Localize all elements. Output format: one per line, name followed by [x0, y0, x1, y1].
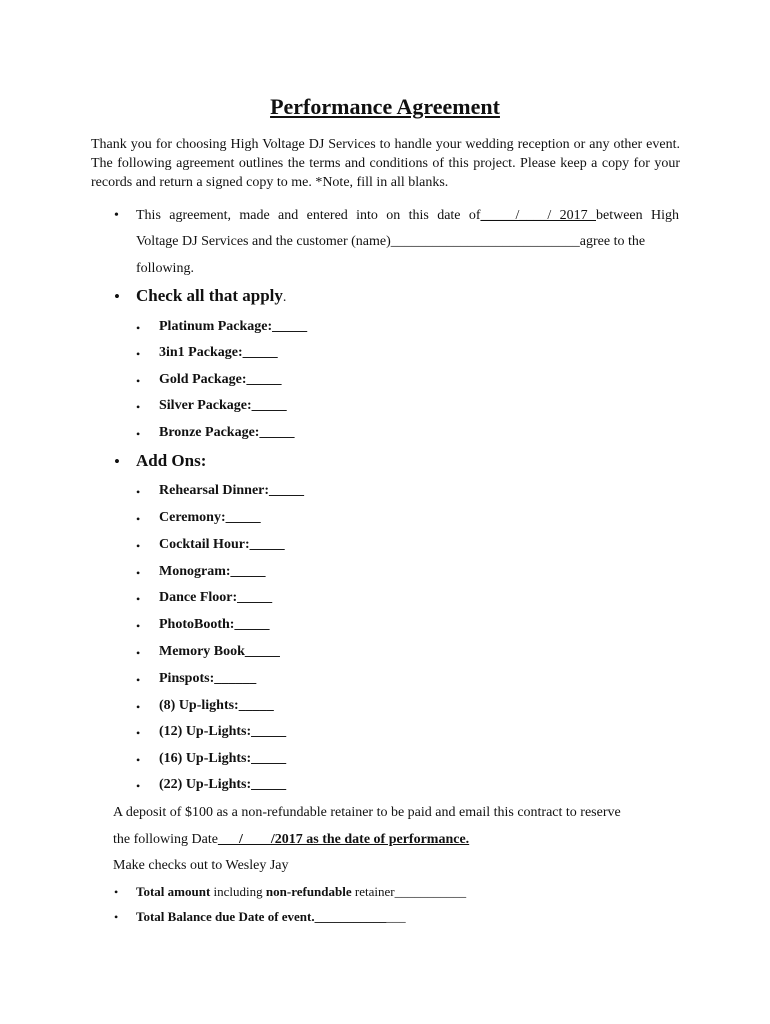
deposit-line-2 — [113, 830, 469, 850]
total-amount-mid-1: including — [210, 884, 266, 899]
agreement-line-2[interactable]: Voltage DJ Services and the customer (name)___________________________agree to the — [136, 234, 646, 249]
bullet-icon: • — [136, 726, 141, 740]
agreement-line-1-text: This agreement, made and entered into on this date of — [136, 208, 481, 223]
bullet-icon: • — [114, 208, 119, 223]
total-balance-text: Total Balance due Date of event.___________ — [136, 909, 387, 924]
performance-date-blank[interactable]: ___/____/2017 as the date of performance. — [217, 832, 470, 847]
bullet-icon: • — [136, 592, 141, 606]
addon-item-photobooth[interactable]: PhotoBooth:_____ — [159, 617, 270, 632]
bullet-icon: • — [136, 779, 141, 793]
package-item-3in1[interactable]: 3in1 Package:_____ — [159, 345, 278, 360]
agreement-line-1 — [136, 206, 679, 226]
checks-payable-line: Make checks out to Wesley Jay — [113, 858, 289, 873]
bullet-icon: • — [136, 427, 141, 441]
total-balance-blank[interactable]: ___ — [386, 909, 406, 924]
total-amount-mid-2: retainer — [351, 884, 395, 899]
total-balance-line[interactable] — [136, 907, 406, 927]
addon-item-ceremony[interactable]: Ceremony:_____ — [159, 510, 261, 525]
total-amount-label: Total amount — [136, 884, 211, 899]
check-heading-text: Check all that apply — [136, 286, 283, 305]
bullet-icon: • — [136, 673, 141, 687]
bullet-icon: • — [136, 321, 141, 335]
bullet-icon: • — [136, 646, 141, 660]
package-item-bronze[interactable]: Bronze Package:_____ — [159, 425, 295, 440]
addon-item-rehearsal-dinner[interactable]: Rehearsal Dinner:_____ — [159, 483, 305, 498]
addon-item-cocktail-hour[interactable]: Cocktail Hour:_____ — [159, 537, 285, 552]
addon-item-8-uplights[interactable]: (8) Up-lights:_____ — [159, 698, 274, 713]
bullet-icon: • — [136, 512, 141, 526]
total-amount-line[interactable] — [136, 882, 466, 902]
bullet-icon: • — [136, 619, 141, 633]
bullet-icon: • — [114, 910, 119, 924]
addon-item-pinspots[interactable]: Pinspots:______ — [159, 671, 257, 686]
bullet-icon: • — [114, 287, 120, 306]
check-heading-suffix: . — [282, 290, 287, 305]
page-title: Performance Agreement — [270, 94, 500, 119]
agreement-line-1-tail: between High — [596, 208, 679, 223]
bullet-icon: • — [114, 452, 120, 471]
agreement-line-3: following. — [136, 261, 194, 276]
bullet-icon: • — [136, 374, 141, 388]
check-heading — [136, 286, 286, 308]
addon-item-12-uplights[interactable]: (12) Up-Lights:_____ — [159, 724, 287, 739]
bullet-icon: • — [136, 400, 141, 414]
bullet-icon: • — [136, 485, 141, 499]
package-item-silver[interactable]: Silver Package:_____ — [159, 398, 287, 413]
total-amount-blank[interactable]: ___________ — [394, 884, 467, 899]
deposit-line-2-text: the following Date — [113, 832, 218, 847]
addon-item-dance-floor[interactable]: Dance Floor:_____ — [159, 590, 273, 605]
bullet-icon: • — [136, 700, 141, 714]
bullet-icon: • — [136, 347, 141, 361]
bullet-icon: • — [136, 753, 141, 767]
agreement-date-blank[interactable]: _____/____/ 2017 — [480, 208, 596, 223]
deposit-line-1: A deposit of $100 as a non-refundable retainer to be paid and email this contract to reserve — [113, 805, 621, 820]
package-item-platinum[interactable]: Platinum Package:_____ — [159, 319, 308, 334]
addon-item-22-uplights[interactable]: (22) Up-Lights:_____ — [159, 777, 287, 792]
bullet-icon: • — [136, 566, 141, 580]
bullet-icon: • — [136, 539, 141, 553]
addon-item-memory-book[interactable]: Memory Book_____ — [159, 644, 280, 659]
package-item-gold[interactable]: Gold Package:_____ — [159, 372, 282, 387]
addons-heading: Add Ons: — [136, 451, 207, 470]
addon-item-16-uplights[interactable]: (16) Up-Lights:_____ — [159, 751, 287, 766]
non-refundable-label: non-refundable — [265, 884, 352, 899]
intro-paragraph: Thank you for choosing High Voltage DJ Services to handle your wedding reception or any other event. The following agreement outlines the terms and conditions of this project. Please keep a copy for your records and return a signed copy to me. *Note, fill in all blanks. — [91, 137, 680, 190]
bullet-icon: • — [114, 885, 119, 899]
addon-item-monogram[interactable]: Monogram:_____ — [159, 564, 266, 579]
